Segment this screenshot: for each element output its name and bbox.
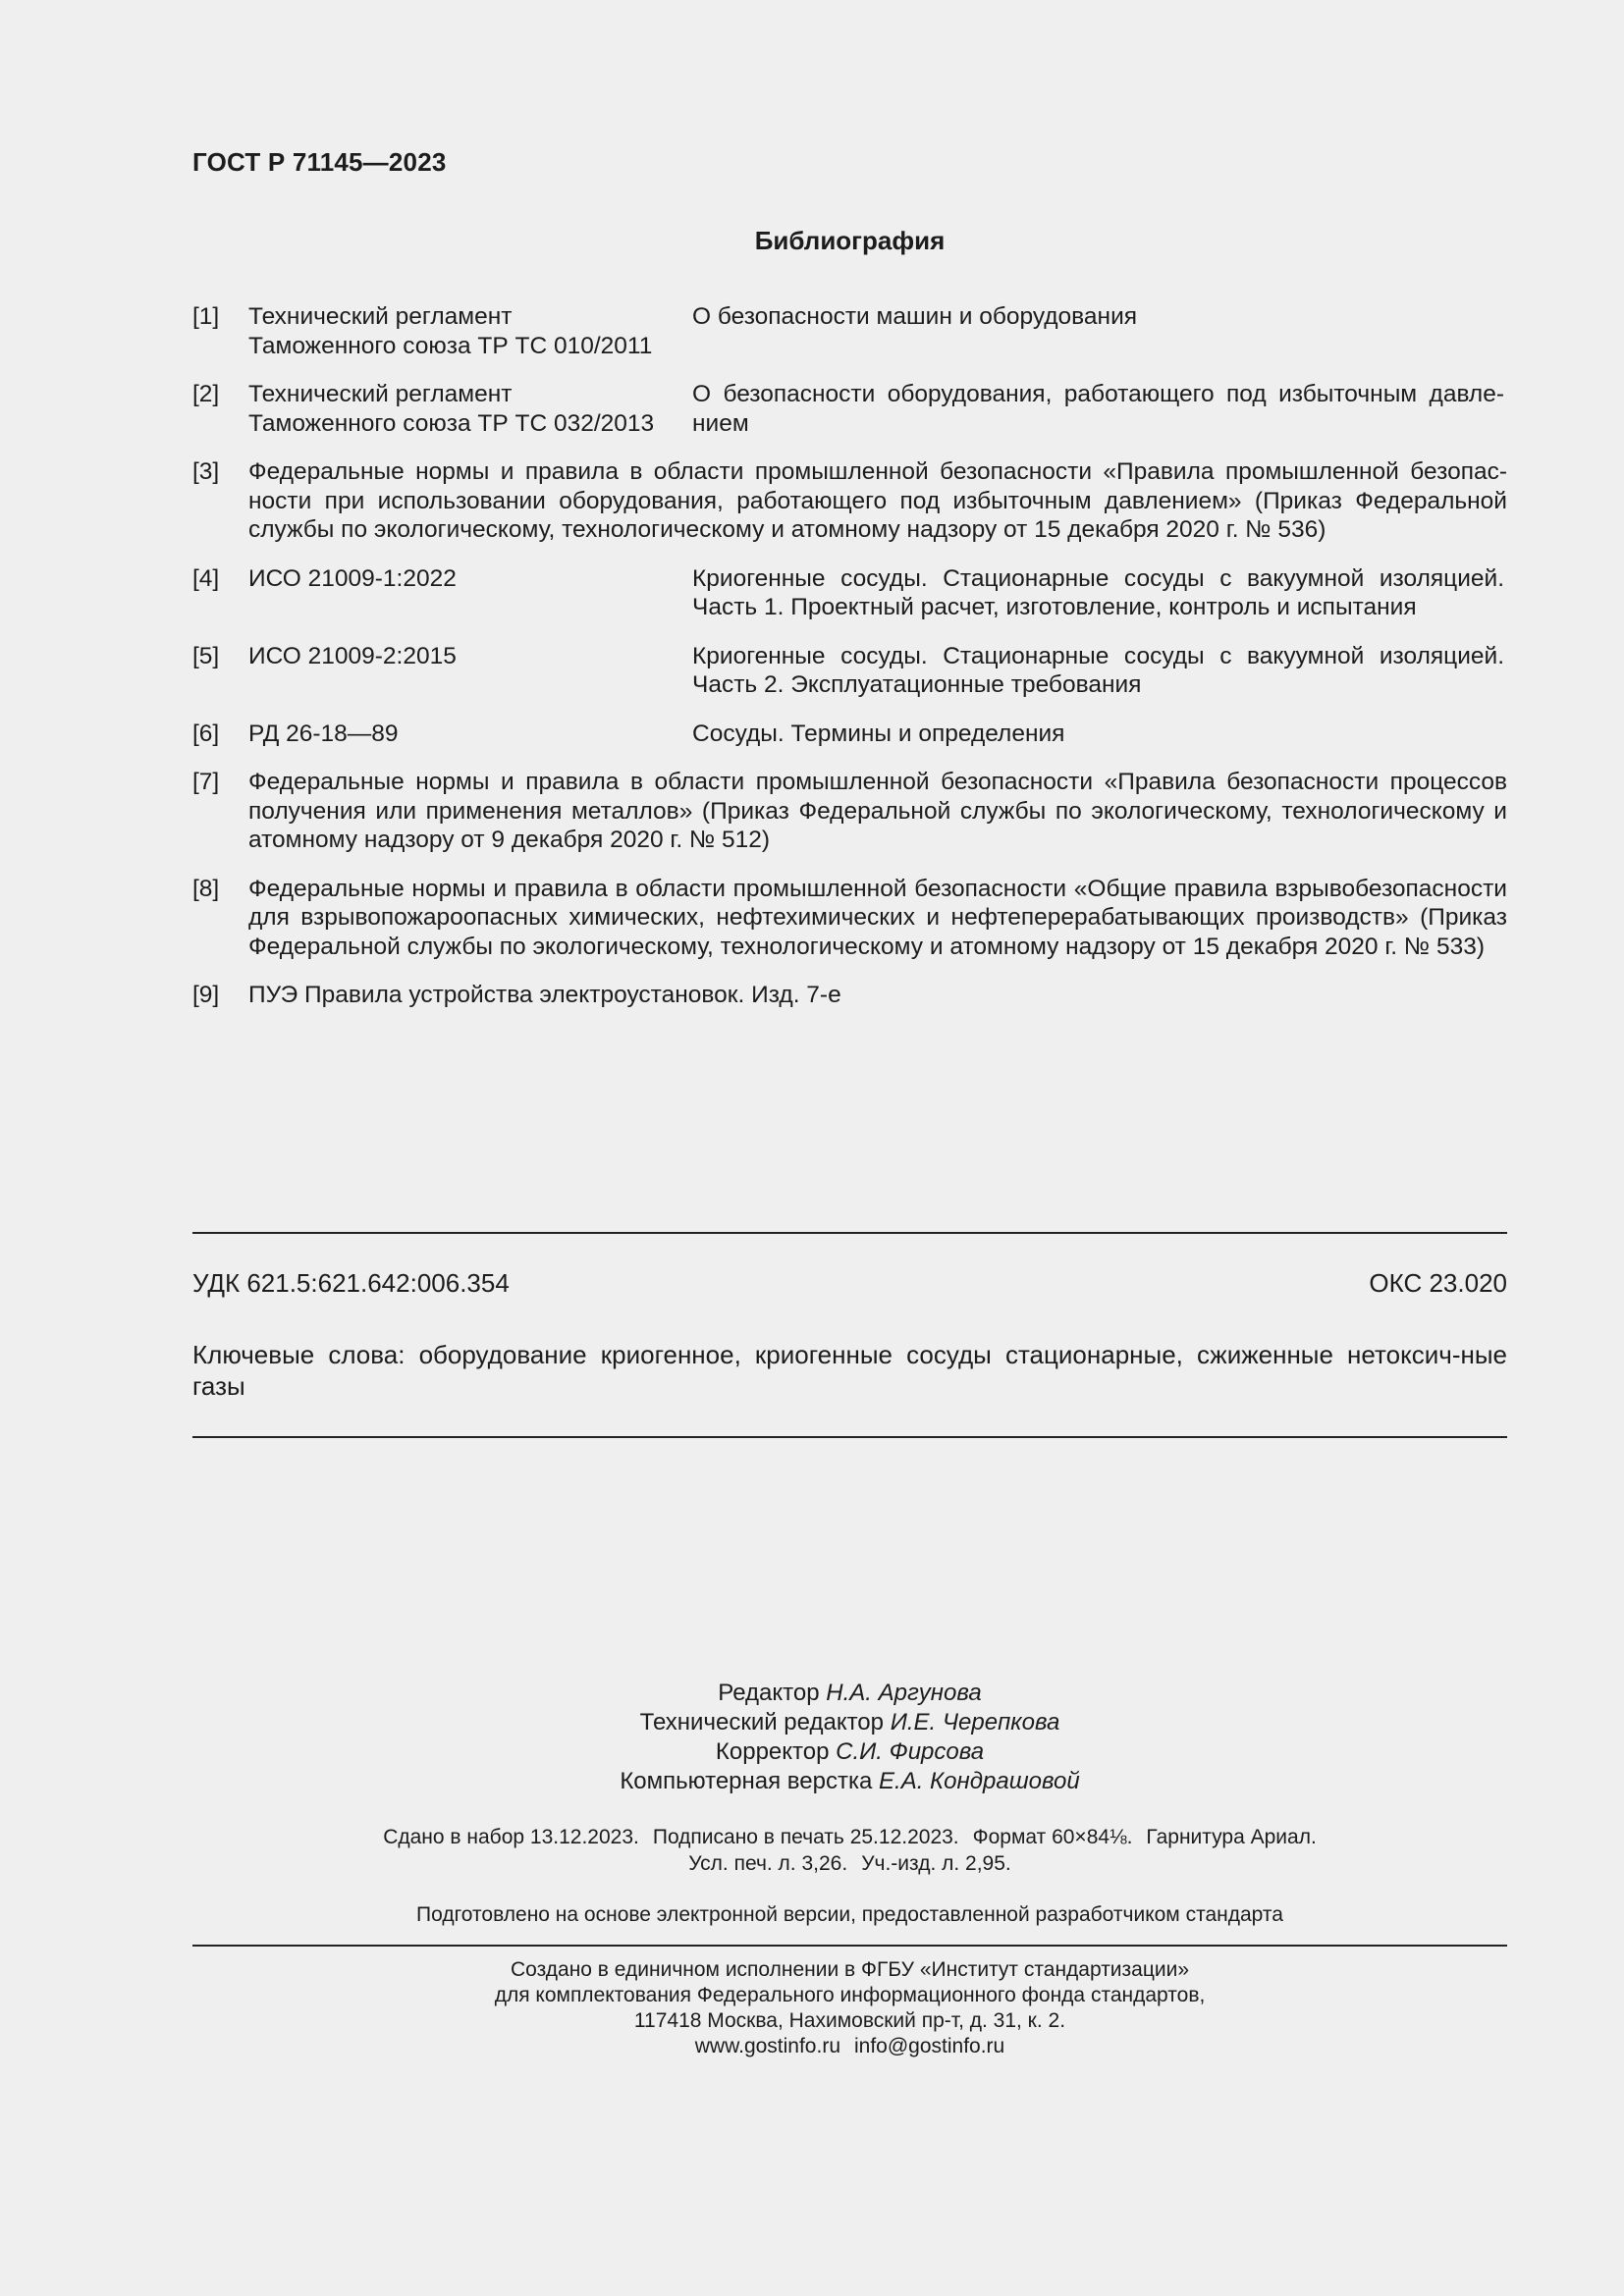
reference-designation-line: Таможенного союза ТР ТС 032/2013 — [248, 409, 655, 437]
reference-title: Сосуды. Термины и определения — [692, 720, 1065, 747]
credit-editor: Редактор Н.А. Аргунова — [718, 1680, 982, 1706]
reference-item — [192, 380, 1507, 438]
reference-number: [3] — [192, 458, 220, 485]
reference-number: [9] — [192, 982, 220, 1008]
document-code: ГОСТ Р 71145—2023 — [192, 147, 447, 177]
reference-designation-line: Технический регламент — [248, 381, 513, 407]
reference-title: О безопасности оборудования, работающего под избыточным давле-нием — [692, 381, 1504, 437]
prepared-note: Подготовлено на основе электронной версии, предоставленной разработчиком стандарта — [416, 1903, 1283, 1926]
divider-top — [192, 1232, 1507, 1234]
keywords: Ключевые слова: оборудование криогенное, криогенные сосуды стационарные, сжиженные нетоксич-ные газы — [192, 1340, 1507, 1401]
reference-designation — [248, 302, 692, 360]
reference-designation-line: ИСО 21009-1:2022 — [248, 564, 457, 592]
footer-block — [192, 1957, 1507, 2059]
print-info-line2: Усл. печ. л. 3,26. Уч.-изд. л. 2,95. — [688, 1852, 1011, 1875]
reference-designation — [248, 564, 692, 594]
reference-designation-line: РД 26-18—89 — [248, 720, 399, 747]
document-page — [192, 0, 1507, 2296]
reference-number: [1] — [192, 303, 220, 330]
email-link[interactable]: info@gostinfo.ru — [854, 2035, 1005, 2057]
reference-item — [192, 768, 1507, 855]
reference-designation-line: Таможенного союза ТР ТС 010/2011 — [248, 332, 653, 359]
bibliography-list — [192, 302, 1507, 1030]
reference-designation — [248, 380, 692, 438]
credit-proofreader: Корректор С.И. Фирсова — [715, 1738, 985, 1765]
reference-designation-line: Технический регламент — [248, 303, 513, 330]
credit-layout: Компьютерная верстка Е.А. Кондрашовой — [620, 1768, 1080, 1794]
reference-designation — [248, 720, 692, 749]
reference-number: [6] — [192, 720, 220, 747]
reference-text: ПУЭ Правила устройства электроустановок. Изд. 7-е — [248, 982, 841, 1008]
reference-item — [192, 875, 1507, 962]
reference-item — [192, 564, 1507, 622]
reference-item — [192, 981, 1507, 1010]
reference-item — [192, 642, 1507, 700]
reference-title: О безопасности машин и оборудования — [692, 303, 1138, 330]
reference-number: [5] — [192, 642, 220, 669]
reference-text: Федеральные нормы и правила в области промышленной безопасности «Общие правила взрывобезопасности для взрывопожароопасных химических, нефтехимических и нефтеперерабатывающих производств» (Приказ Федеральной службы по экологическому, технологическому и атомному надзору от 15 декабря 2020 г. № 533) — [248, 875, 1507, 960]
print-info — [192, 1824, 1507, 1877]
reference-item — [192, 720, 1507, 749]
reference-number: [7] — [192, 769, 220, 795]
website-link[interactable]: www.gostinfo.ru — [694, 2035, 840, 2057]
footer-line: 117418 Москва, Нахимовский пр-т, д. 31, к. 2. — [633, 2009, 1066, 2032]
reference-text: Федеральные нормы и правила в области промышленной безопасности «Правила безопасности процессов получения или применения металлов» (Приказ Федеральной службы по экологическому, технологическому и атомному надзору от 9 декабря 2020 г. № 512) — [248, 769, 1507, 853]
reference-number: [2] — [192, 381, 220, 407]
credit-tech-editor: Технический редактор И.Е. Черепкова — [639, 1709, 1060, 1735]
credits-block — [192, 1679, 1507, 1796]
oks-code: ОКС 23.020 — [1369, 1268, 1507, 1298]
udk-code: УДК 621.5:621.642:006.354 — [192, 1268, 510, 1298]
reference-title: Криогенные сосуды. Стационарные сосуды с вакуумной изоляцией. Часть 1. Проектный расчет, изготовление, контроль и испытания — [692, 564, 1504, 620]
divider-bottom — [192, 1436, 1507, 1438]
reference-item — [192, 302, 1507, 360]
divider-footer — [192, 1945, 1507, 1947]
print-info-line1: Сдано в набор 13.12.2023. Подписано в печать 25.12.2023. Формат 60×84⅛. Гарнитура Ариал. — [383, 1826, 1317, 1848]
reference-text: Федеральные нормы и правила в области промышленной безопасности «Правила промышленной безопас-ности при использовании оборудования, работающего под избыточным давлением» (Приказ Федеральной службы по экологическому, технологическому и атомному надзору от 15 декабря 2020 г. № 536) — [248, 458, 1507, 543]
reference-item — [192, 457, 1507, 545]
reference-designation — [248, 642, 692, 671]
bibliography-title: Библиография — [754, 226, 946, 255]
footer-line: для комплектования Федерального информационного фонда стандартов, — [494, 1984, 1206, 2006]
reference-number: [8] — [192, 875, 220, 902]
reference-number: [4] — [192, 564, 220, 592]
reference-title: Криогенные сосуды. Стационарные сосуды с вакуумной изоляцией. Часть 2. Эксплуатационные требования — [692, 642, 1504, 698]
footer-contacts — [192, 2034, 1507, 2059]
footer-line: Создано в единичном исполнении в ФГБУ «Институт стандартизации» — [510, 1958, 1190, 1981]
reference-designation-line: ИСО 21009-2:2015 — [248, 642, 457, 669]
